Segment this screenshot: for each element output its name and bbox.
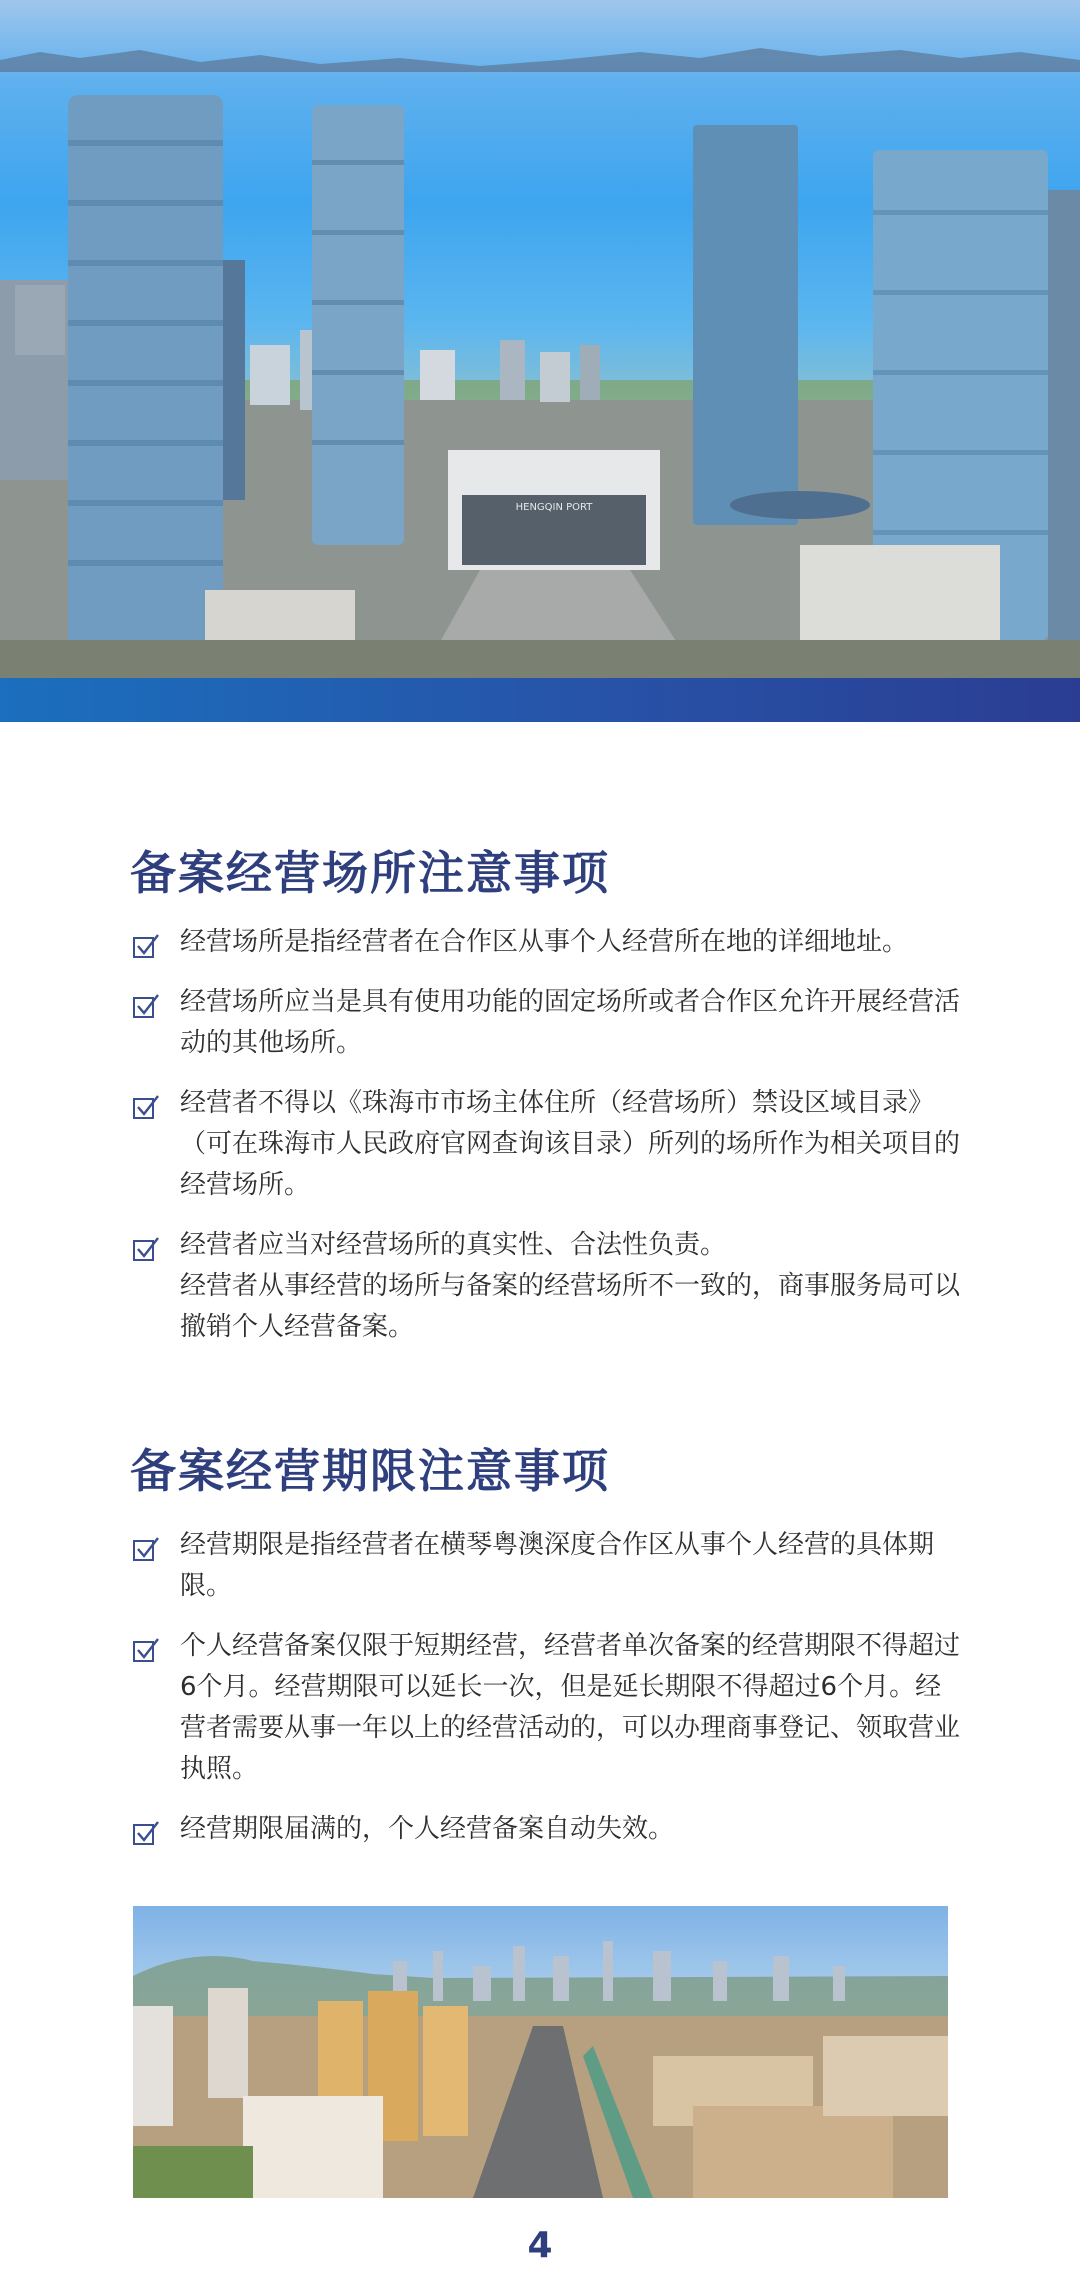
hero-color-band — [0, 678, 1080, 722]
checkbox-checked-icon — [132, 1535, 160, 1563]
page-number: 4 — [527, 2225, 553, 2266]
station-sign: HENGQIN PORT — [515, 502, 593, 513]
list-item — [130, 1809, 960, 1850]
premises-notes-list — [130, 922, 960, 1348]
skyline-illustration — [0, 0, 1080, 678]
list-item — [130, 1083, 960, 1206]
checkbox-checked-icon — [132, 1819, 160, 1847]
list-item — [130, 1626, 960, 1790]
list-item-text: 经营者从事经营的场所与备案的经营场所不一致的，商事服务局可以撤销个人经营备案。 — [180, 1271, 961, 1342]
list-item-text: 经营者不得以《珠海市市场主体住所（经营场所）禁设区域目录》（可在珠海市人民政府官网查询该目录）所列的场所作为相关项目的经营场所。 — [180, 1088, 961, 1200]
list-item-text: 经营场所是指经营者在合作区从事个人经营所在地的详细地址。 — [180, 927, 909, 957]
list-item — [130, 1525, 960, 1607]
list-item-text: 经营期限是指经营者在横琴粤澳深度合作区从事个人经营的具体期限。 — [180, 1530, 935, 1601]
list-item-text: 经营期限届满的，个人经营备案自动失效。 — [180, 1814, 675, 1844]
period-notes-list — [130, 1525, 960, 1850]
checkbox-checked-icon — [132, 1636, 160, 1664]
list-item — [130, 1225, 960, 1348]
checkbox-checked-icon — [132, 1093, 160, 1121]
list-item-text: 个人经营备案仅限于短期经营，经营者单次备案的经营期限不得超过6个月。经营期限可以延长一次，但是延长期限不得超过6个月。经营者需要从事一年以上的经营活动的，可以办理商事登记、领取营业执照。 — [180, 1631, 961, 1784]
list-item-text: 经营场所应当是具有使用功能的固定场所或者合作区允许开展经营活动的其他场所。 — [180, 987, 961, 1058]
city-skyline-photo — [0, 0, 1080, 678]
section-title-business-period: 备案经营期限注意事项 — [130, 1444, 610, 1498]
checkbox-checked-icon — [132, 992, 160, 1020]
section-title-business-premises: 备案经营场所注意事项 — [130, 846, 610, 900]
checkbox-checked-icon — [132, 1235, 160, 1263]
district-illustration — [133, 1906, 948, 2198]
list-item — [130, 922, 960, 963]
list-item-text: 经营者应当对经营场所的真实性、合法性负责。 — [180, 1230, 727, 1260]
checkbox-checked-icon — [132, 932, 160, 960]
district-aerial-photo — [133, 1906, 948, 2198]
list-item — [130, 982, 960, 1064]
